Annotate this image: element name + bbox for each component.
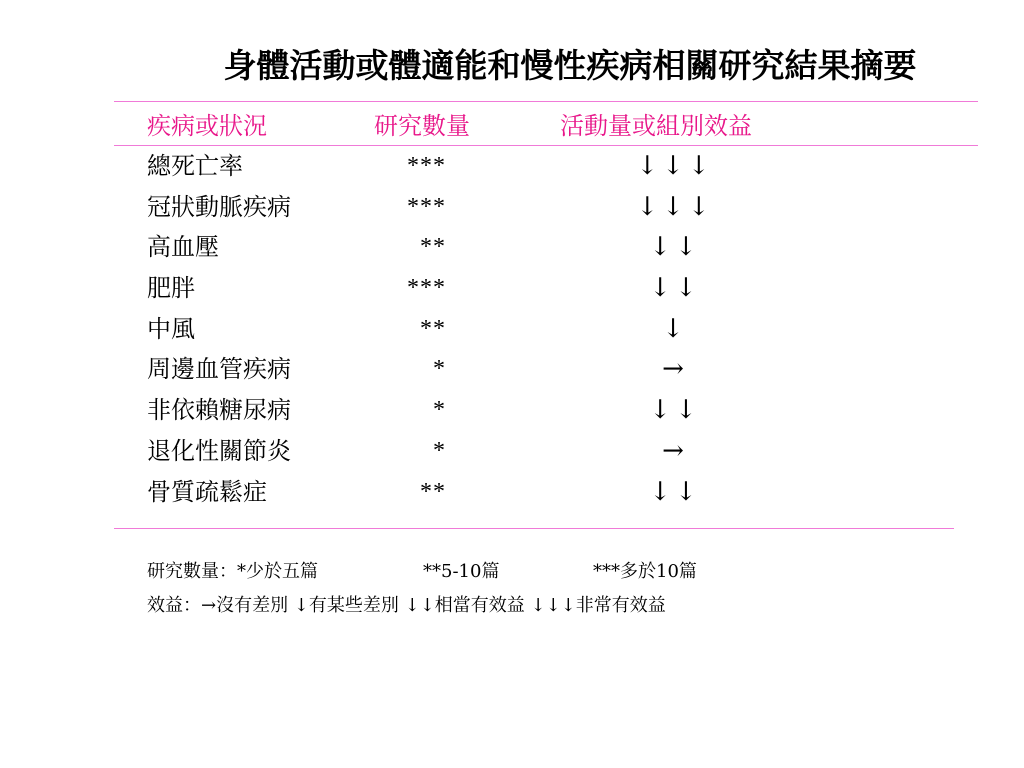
legend-count-tier1: 研究數量：*少於五篇 [147, 561, 318, 582]
cell-benefit: ↓↓ [649, 273, 701, 304]
table-row [0, 227, 1024, 268]
table-row [0, 472, 1024, 513]
cell-study-count: ** [420, 478, 446, 505]
slide-title: 身體活動或體適能和慢性疾病相關研究結果摘要 [223, 46, 917, 85]
cell-study-count: *** [407, 193, 446, 220]
column-header-study-count: 研究數量 [374, 112, 470, 140]
cell-benefit: → [662, 354, 688, 385]
table-row [0, 349, 1024, 390]
legend-count-tier2: **5-10篇 [423, 561, 500, 582]
cell-benefit: ↓↓ [649, 395, 701, 426]
cell-study-count: * [433, 356, 446, 383]
cell-benefit: ↓ [662, 313, 688, 344]
table-row [0, 431, 1024, 472]
cell-condition: 高血壓 [147, 233, 219, 262]
cell-benefit: → [662, 435, 688, 466]
cell-study-count: *** [407, 275, 446, 302]
table-row [0, 146, 1024, 187]
cell-study-count: *** [407, 153, 446, 179]
legend-count-tier3: ***多於10篇 [593, 561, 697, 582]
table-row [0, 187, 1024, 228]
column-header-benefit: 活動量或組別效益 [560, 112, 752, 140]
cell-condition: 退化性關節炎 [147, 436, 291, 465]
legend-benefit: 效益：→沒有差別 ↓有某些差別 ↓↓相當有效益 ↓↓↓非常有效益 [147, 595, 666, 616]
cell-condition: 冠狀動脈疾病 [147, 192, 291, 221]
cell-condition: 中風 [147, 314, 195, 343]
cell-study-count: ** [420, 234, 446, 261]
cell-condition: 周邊血管疾病 [147, 355, 291, 384]
table-body [0, 146, 1024, 512]
cell-study-count: * [433, 397, 446, 424]
cell-benefit: ↓↓ [649, 476, 701, 507]
table-row [0, 309, 1024, 350]
table-bottom-rule [114, 528, 954, 529]
cell-condition: 非依賴糖尿病 [147, 396, 291, 425]
column-header-condition: 疾病或狀況 [147, 112, 267, 140]
table-top-rule [114, 101, 978, 102]
cell-benefit: ↓↓ [649, 232, 701, 263]
cell-study-count: * [433, 437, 446, 464]
cell-benefit: ↓↓↓ [636, 191, 714, 222]
table-row [0, 390, 1024, 431]
cell-condition: 骨質疏鬆症 [147, 477, 267, 506]
cell-condition: 肥胖 [147, 274, 195, 303]
cell-benefit: ↓↓↓ [636, 151, 714, 181]
cell-condition: 總死亡率 [147, 152, 243, 180]
table-row [0, 268, 1024, 309]
cell-study-count: ** [420, 315, 446, 342]
